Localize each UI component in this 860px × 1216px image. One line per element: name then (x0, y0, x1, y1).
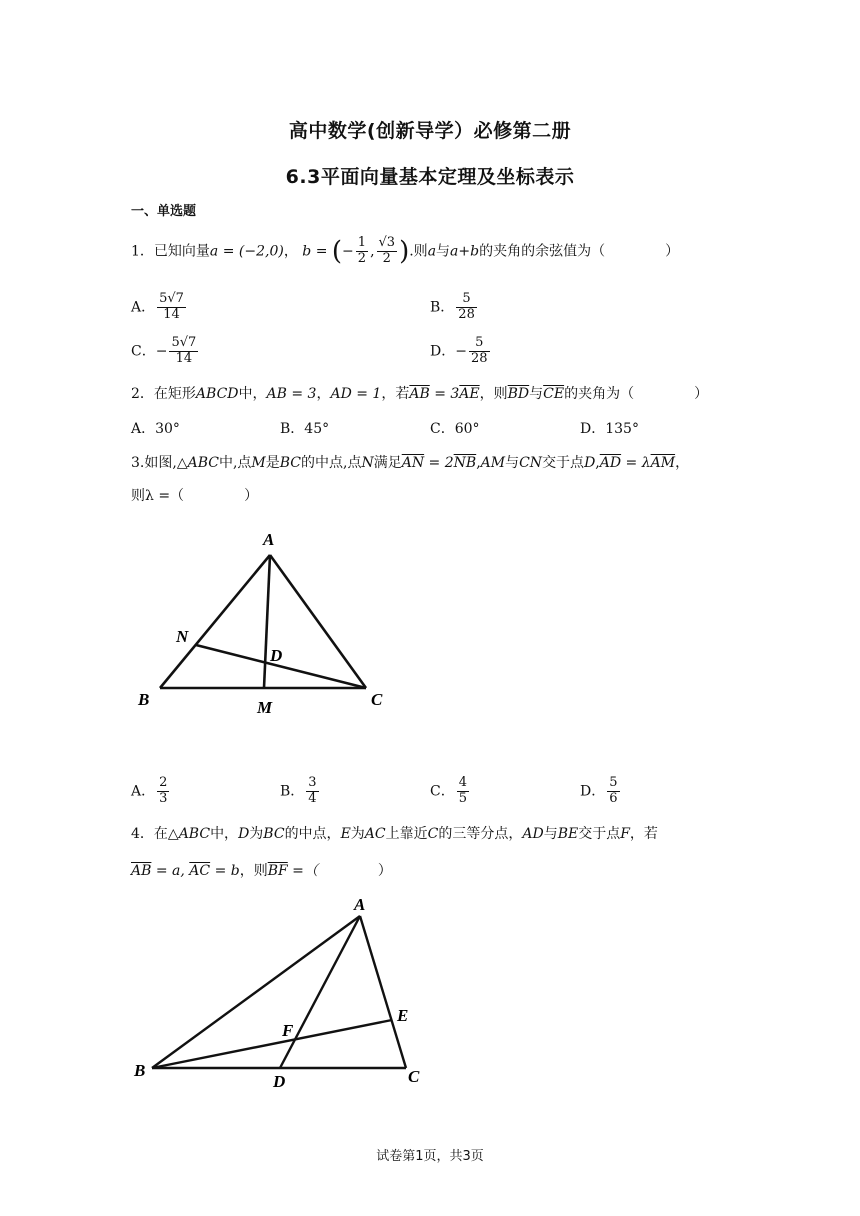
q4-ad: AD (522, 826, 544, 842)
q3-eq: = 2 (424, 455, 454, 471)
q1-option-c-num: 5√7 (171, 335, 197, 350)
q2-close: ） (694, 386, 709, 402)
q1-option-b (430, 292, 479, 323)
q3-option-c (430, 776, 471, 807)
q3-text-d: 的中点,点 (301, 455, 362, 471)
q3-n: N (361, 455, 374, 471)
q1-b-x-fraction (356, 236, 368, 267)
q1-option-b-num: 5 (456, 292, 477, 308)
q1-b-y-den: 2 (382, 250, 391, 266)
q3-text-i: , (595, 455, 600, 471)
q2-option-c: C．60° (430, 421, 480, 437)
q3-eq2: = λ (621, 455, 651, 471)
q2-text-g: 的夹角为（ (564, 386, 635, 402)
q1-option-c-label: C． (131, 343, 156, 360)
q4-side-ac (360, 916, 409, 1068)
q1-option-b-den: 28 (458, 306, 475, 322)
q3-option-a-label: A． (131, 783, 156, 800)
q2-text-c: ， (316, 386, 331, 402)
q4-triangle: △ABC (167, 826, 211, 842)
q3-text-a: 3.如图, (131, 455, 177, 471)
document-title: 高中数学(创新导学）必修第二册 (288, 120, 572, 142)
q1-option-a-num: 5√7 (159, 291, 184, 306)
q4-text-line2b: ，则 (239, 863, 268, 879)
question-3-stem (131, 452, 689, 472)
page-footer: 试卷第1页，共3页 (376, 1149, 484, 1164)
q4-label-b: B (134, 1061, 146, 1080)
q3-option-a-num: 2 (159, 775, 168, 790)
q1-option-c (131, 336, 200, 367)
q4-label-f: F (282, 1021, 294, 1040)
q3-option-b-den: 4 (308, 790, 317, 806)
q3-option-b-num: 3 (308, 775, 317, 790)
q3-side-ab (160, 555, 270, 688)
q1-close: ） (665, 243, 680, 260)
q2-vec-bd: $\overline{BD}$ (507, 386, 530, 402)
q3-option-d-den: 6 (609, 790, 618, 806)
q2-text-a: 2．在矩形 (131, 386, 196, 402)
q1-vector-a: a = (−2,0) (209, 243, 284, 260)
q1-option-a-den: 14 (163, 306, 180, 322)
question-2-stem (131, 383, 708, 403)
q4-text-i: 交于点 (578, 826, 621, 842)
q2-text-d: ，若 (381, 386, 410, 402)
q2-option-b: B．45° (280, 421, 330, 437)
q3-option-a (131, 776, 171, 807)
q3-text-h: 交于点 (542, 455, 585, 471)
q4-vec-bf: $\overline{BF}$ (267, 863, 288, 879)
q3-d: D (584, 455, 596, 471)
q1-option-b-label: B． (430, 299, 455, 316)
q3-text-g: 与 (505, 455, 520, 471)
q4-text-j: ，若 (629, 826, 658, 842)
q2-eq: = 3 (429, 386, 460, 402)
q1-option-d (430, 336, 492, 367)
q2-text-e: ，则 (479, 386, 508, 402)
q1-text-d: 与 (436, 243, 451, 260)
question-1-stem: 1．已知向量a = (−2,0)， b = (− $\frac{1}{2}$ , $\frac{√3}{2}$ ).则a与a+b的夹角的余弦值为（ ） (131, 235, 680, 267)
q4-f: F (620, 826, 630, 842)
q3-cn: CN (519, 455, 543, 471)
question-4-stem-line2 (131, 860, 392, 880)
q3-label-n: N (176, 627, 189, 646)
q2-rect: ABCD (195, 386, 239, 402)
q2-text-f: 与 (529, 386, 544, 402)
q4-close: ） (377, 863, 392, 879)
q4-ac: AC (364, 826, 386, 842)
q3-vec-an: $\overline{AN}$ (401, 455, 425, 471)
q1-b-y-fraction (377, 236, 398, 267)
q3-label-m: M (257, 698, 273, 717)
q4-c: C (427, 826, 439, 842)
document-subtitle: 6.3平面向量基本定理及坐标表示 (285, 166, 575, 188)
q3-option-d (580, 776, 622, 807)
q4-side-ab (152, 916, 360, 1068)
q3-text-c: 是 (265, 455, 280, 471)
q2-vec-ab: $\overline{AB}$ (409, 386, 430, 402)
q1-option-c-sign: − (155, 343, 168, 360)
q1-vector-b-label: b = (302, 243, 328, 260)
q3-label-c: C (371, 690, 383, 709)
q4-eqb: = b (210, 863, 240, 879)
q3-option-c-den: 5 (458, 790, 467, 806)
q1-option-c-den: 14 (175, 350, 193, 366)
question-4-stem (131, 823, 658, 843)
q1-text-b: ， (283, 243, 298, 260)
q3-segment-am (264, 555, 270, 688)
q3-option-b (280, 776, 321, 807)
q4-text-b: 中， (210, 826, 239, 842)
q3-text-j: ， (675, 455, 690, 471)
q3-line2: 则λ =（ (131, 488, 185, 504)
q1-option-d-num: 5 (469, 336, 490, 352)
q4-label-d: D (273, 1072, 286, 1091)
q3-am: AM (480, 455, 506, 471)
q3-close: ） (244, 488, 259, 504)
question-3-stem-line2 (131, 485, 258, 505)
q4-d: D (238, 826, 250, 842)
q1-text-c: .则 (409, 243, 428, 260)
q3-label-b: B (138, 690, 150, 709)
q4-text-e: 为 (350, 826, 365, 842)
q3-text-f: , (476, 455, 481, 471)
q3-option-c-num: 4 (458, 775, 467, 790)
q3-option-b-label: B． (280, 783, 305, 800)
q1-text-a: 1．已知向量 (131, 243, 210, 260)
q3-bc: BC (279, 455, 302, 471)
q3-text-b: 中,点 (218, 455, 252, 471)
q1-option-a (131, 292, 188, 323)
q2-text-b: 中， (238, 386, 267, 402)
q1-option-d-sign: − (455, 343, 467, 360)
q3-option-d-label: D． (580, 783, 606, 800)
q1-option-a-label: A． (131, 299, 156, 316)
q4-bc: BC (263, 826, 285, 842)
q1-text-e: 的夹角的余弦值为（ (479, 243, 606, 260)
q3-text-e: 满足 (373, 455, 402, 471)
q2-ab: AB = 3 (266, 386, 317, 402)
q4-text-c: 为 (249, 826, 264, 842)
q4-eqa: = a, (151, 863, 190, 879)
q4-segment-be (152, 1020, 392, 1068)
q4-text-g: 的三等分点， (438, 826, 523, 842)
q4-be: BE (557, 826, 579, 842)
q4-text-d: 的中点， (284, 826, 341, 842)
q1-option-d-den: 28 (470, 350, 488, 366)
q2-vec-ae: $\overline{AE}$ (459, 386, 480, 402)
q4-label-a: A (354, 895, 366, 914)
q4-triangle-figure (130, 890, 440, 1095)
q4-e: E (340, 826, 351, 842)
q1-b-x-num: 1 (357, 235, 367, 250)
q3-option-a-den: 3 (159, 790, 168, 806)
q4-vec-ac: $\overline{AC}$ (189, 863, 211, 879)
q3-vec-ad: $\overline{AD}$ (599, 455, 622, 471)
q4-label-c: C (408, 1067, 420, 1086)
q3-triangle: △ABC (176, 455, 219, 471)
q3-label-d: D (270, 646, 283, 665)
q3-option-c-label: C． (430, 783, 455, 800)
q4-text-line2c: =（ (287, 863, 318, 879)
q4-vec-ab: $\overline{AB}$ (131, 863, 152, 879)
q1-b-y-num: √3 (378, 235, 396, 250)
section-heading: 一、单选题 (131, 204, 197, 219)
q4-segment-ad (280, 916, 360, 1068)
q2-vec-ce: $\overline{CE}$ (543, 386, 565, 402)
q4-label-e: E (397, 1006, 409, 1025)
q2-option-d: D．135° (580, 421, 639, 437)
q3-vec-am: $\overline{AM}$ (650, 455, 676, 471)
q3-vec-nb: $\overline{NB}$ (453, 455, 477, 471)
q2-ad: AD = 1 (330, 386, 382, 402)
q3-label-a: A (263, 530, 275, 549)
q4-text-f: 上靠近 (385, 826, 428, 842)
q1-b-x-den: 2 (357, 250, 367, 266)
q4-text-h: 与 (543, 826, 558, 842)
q2-option-a: A．30° (131, 421, 180, 437)
q3-m: M (251, 455, 266, 471)
q1-option-d-label: D． (430, 343, 456, 360)
q3-option-d-num: 5 (609, 775, 618, 790)
q4-text-a: 4．在 (131, 826, 168, 842)
q3-triangle-figure (130, 525, 400, 725)
